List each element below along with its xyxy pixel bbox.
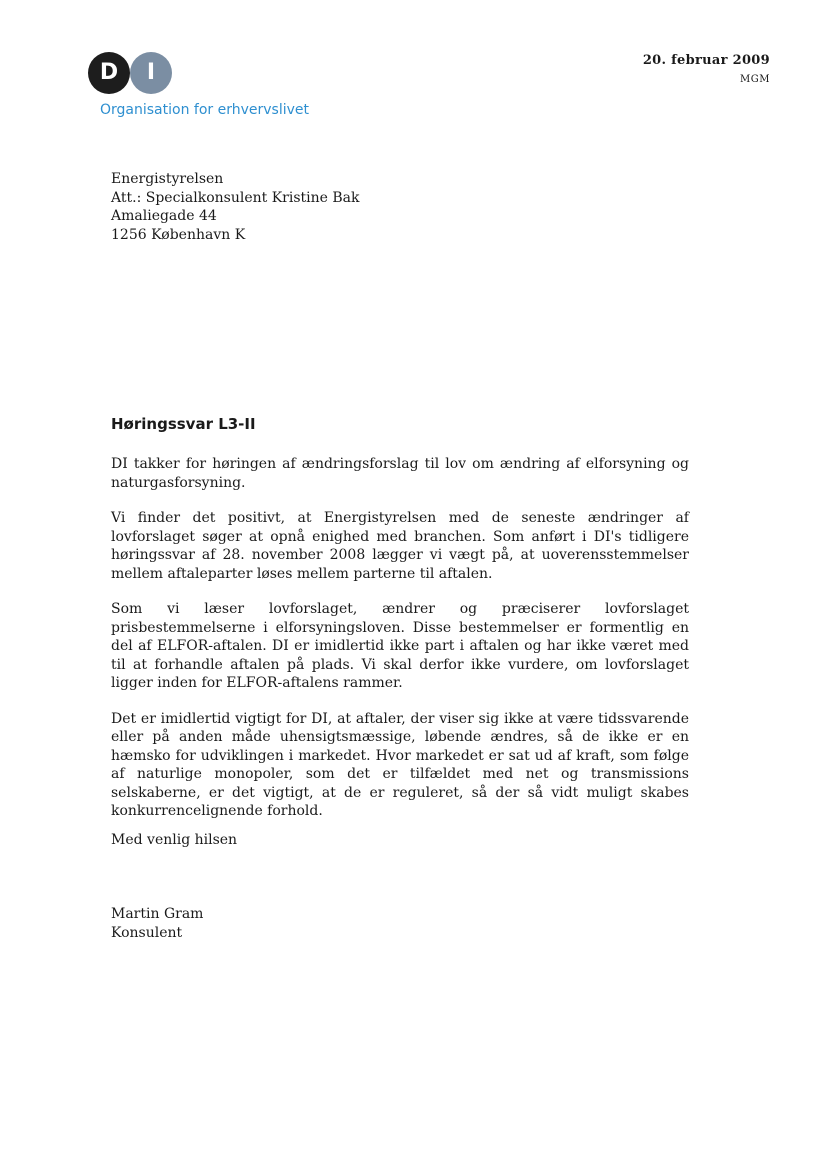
recipient-line: Amaliegade 44 bbox=[111, 208, 217, 224]
signer-name: Martin Gram bbox=[111, 906, 204, 922]
signature-block bbox=[111, 905, 203, 942]
recipient-address bbox=[111, 170, 360, 244]
di-logo bbox=[86, 52, 176, 96]
author-initials: MGM bbox=[740, 74, 770, 85]
closing-greeting: Med venlig hilsen bbox=[111, 832, 238, 848]
signer-title: Konsulent bbox=[111, 924, 183, 941]
letter-body bbox=[111, 455, 689, 838]
letter-subject: Høringssvar L3-II bbox=[111, 415, 256, 433]
recipient-line: 1256 København K bbox=[111, 226, 246, 243]
body-paragraph: Som vi læser lovforslaget, ændrer og præciserer lovforslaget prisbestemmelserne i elforsyningsloven. Disse bestemmelser er formentlig en del af ELFOR-aftalen. DI er imidlertid ikke part i aftalen og har ikke været med til at forhandle aftalen på plads. Vi skal derfor ikke vurdere, om lovforslaget ligger inden for ELFOR-aftalens rammer. bbox=[111, 601, 689, 691]
recipient-line: Energistyrelsen bbox=[111, 171, 224, 187]
organisation-tagline: Organisation for erhvervslivet bbox=[100, 102, 309, 118]
body-paragraph: Vi finder det positivt, at Energistyrelsen med de seneste ændringer af lovforslaget søger at opnå enighed med branchen. Som anført i DI's tidligere høringssvar af 28. november 2008 lægger vi vægt på, at uoverensstemmelser mellem aftaleparter løses mellem parterne til aftalen. bbox=[111, 510, 689, 582]
recipient-line: Att.: Specialkonsulent Kristine Bak bbox=[111, 189, 360, 206]
logo-i-circle: I bbox=[130, 52, 172, 94]
letter-date: 20. februar 2009 bbox=[642, 53, 770, 68]
body-paragraph: Det er imidlertid vigtigt for DI, at aftaler, der viser sig ikke at være tidssvarende eller på anden måde uhensigtsmæssige, løbende ændres, så de ikke er en hæmsko for udviklingen i markedet. Hvor markedet er sat ud af kraft, som følge af naturlige monopoler, som det er tilfældet med net og transmissions selskaberne, er det vigtigt, at de er reguleret, så der så vidt muligt skabes konkurrencelignende forhold. bbox=[111, 710, 689, 819]
logo-d-circle: D bbox=[88, 52, 130, 94]
body-paragraph: DI takker for høringen af ændringsforslag til lov om ændring af elforsyning og naturgasforsyning. bbox=[111, 456, 689, 491]
